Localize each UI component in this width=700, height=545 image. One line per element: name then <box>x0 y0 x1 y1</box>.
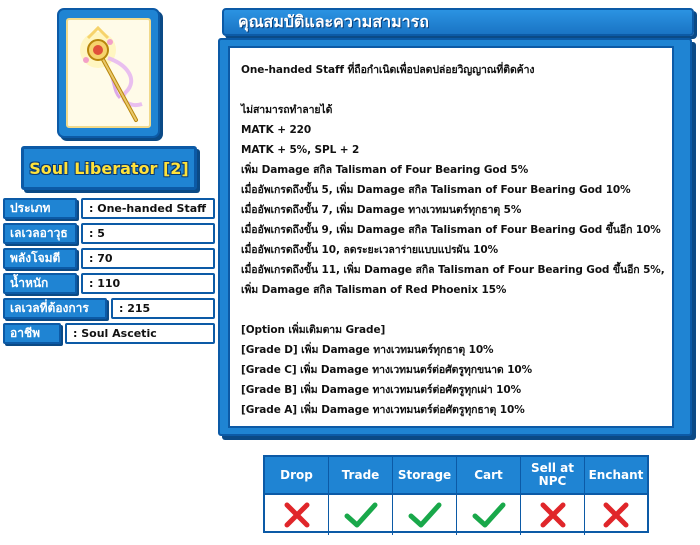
property-label: Drop <box>265 457 329 493</box>
property-trade <box>329 457 393 535</box>
description-line: [Grade B] เพิ่ม Damage ทางเวทมนตร์ต่อศัตรูทุกเผ่า 10% <box>241 384 522 396</box>
property-enchant <box>585 457 647 535</box>
description-line: [Grade D] เพิ่ม Damage ทางเวทมนตร์ทุกธาตุ 10% <box>241 344 494 356</box>
cross-icon <box>265 493 329 535</box>
item-name: Soul Liberator [2] <box>29 158 189 178</box>
description-line: One-handed Staff ที่ถือกำเนิดเพื่อปลดปล่อยวิญญาณที่ติดค้าง <box>241 64 535 76</box>
description-line: เมื่ออัพเกรดถึงขั้น 7, เพิ่ม Damage ทางเวทมนตร์ทุกธาตุ 5% <box>241 204 522 216</box>
property-label: Cart <box>457 457 521 493</box>
item-image-card <box>57 8 160 138</box>
check-icon <box>329 493 393 535</box>
property-label: Sell at NPC <box>521 457 585 493</box>
panel-title: คุณสมบัติและความสามารถ <box>238 11 429 31</box>
property-label: Enchant <box>585 457 647 493</box>
stat-label: ประเภท <box>3 198 77 219</box>
property-label: Storage <box>393 457 457 493</box>
description-line: เมื่ออัพเกรดถึงขั้น 10, ลดระยะเวลาร่ายแบบแปรผัน 10% <box>241 244 499 256</box>
property-storage <box>393 457 457 535</box>
description-line: ไม่สามารถทำลายได้ <box>241 104 333 116</box>
description-line: [Grade A] เพิ่ม Damage ทางเวทมนตร์ต่อศัตรูทุกธาตุ 10% <box>241 404 525 416</box>
description-line: เมื่ออัพเกรดถึงขั้น 5, เพิ่ม Damage สกิล Talisman of Four Bearing God 10% <box>241 184 631 196</box>
stat-value: : One-handed Staff <box>81 198 215 219</box>
description-line: MATK + 220 <box>241 124 312 136</box>
panel-title-bar <box>222 8 694 36</box>
cross-icon <box>585 493 647 535</box>
description-panel <box>218 38 692 436</box>
stat-value: : 5 <box>81 223 215 244</box>
check-icon <box>457 493 521 535</box>
description-line: เพิ่ม Damage สกิล Talisman of Four Bearing God 5% <box>241 164 529 176</box>
item-properties-table <box>263 455 649 533</box>
description-line: [Grade C] เพิ่ม Damage ทางเวทมนตร์ต่อศัตรูทุกขนาด 10% <box>241 364 533 376</box>
stat-label: เลเวลที่ต้องการ <box>3 298 107 319</box>
stat-label: พลังโจมตี <box>3 248 77 269</box>
stat-value: : 70 <box>81 248 215 269</box>
stat-value: : 215 <box>111 298 215 319</box>
item-image-frame <box>66 18 151 128</box>
stat-value: : Soul Ascetic <box>65 323 215 344</box>
description-text-area <box>228 46 674 428</box>
description-line: เมื่ออัพเกรดถึงขั้น 9, เพิ่ม Damage สกิล Talisman of Four Bearing God ขึ้นอีก 10% <box>241 224 661 236</box>
item-name-box <box>21 146 197 190</box>
description-line: [Option เพิ่มเติมตาม Grade] <box>241 324 386 336</box>
stat-label: เลเวลอาวุธ <box>3 223 77 244</box>
stat-label: น้ำหนัก <box>3 273 77 294</box>
staff-item-icon <box>68 20 153 130</box>
property-cart <box>457 457 521 535</box>
description-line <box>241 80 672 100</box>
property-sell-at-npc <box>521 457 585 535</box>
property-drop <box>265 457 329 535</box>
description-line <box>241 300 672 320</box>
check-icon <box>393 493 457 535</box>
stat-value: : 110 <box>81 273 215 294</box>
description-line: เมื่ออัพเกรดถึงขั้น 11, เพิ่ม Damage สกิล Talisman of Four Bearing God ขึ้นอีก 5%, <box>241 264 665 276</box>
description-line: MATK + 5%, SPL + 2 <box>241 144 360 156</box>
description-line: เพิ่ม Damage สกิล Talisman of Red Phoenix 15% <box>241 284 507 296</box>
stat-label: อาชีพ <box>3 323 61 344</box>
cross-icon <box>521 493 585 535</box>
property-label: Trade <box>329 457 393 493</box>
